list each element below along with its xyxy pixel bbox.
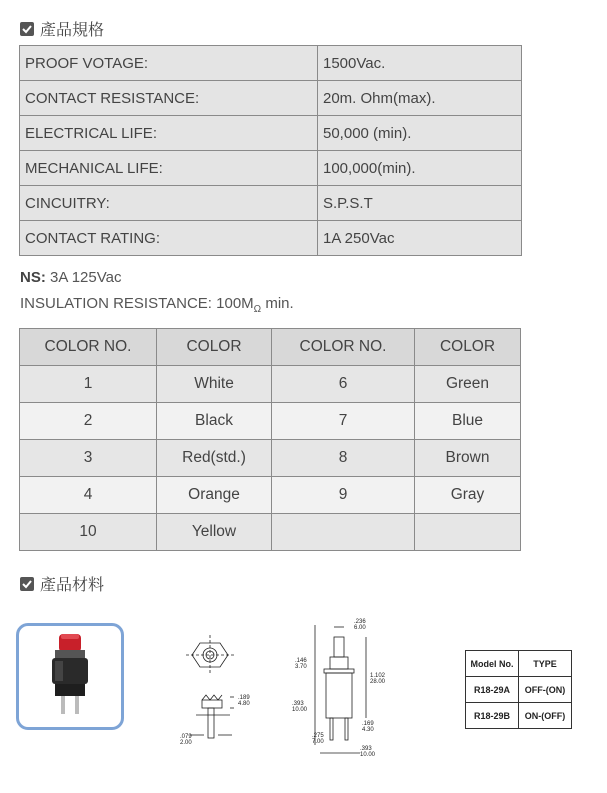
dim-label: 2.00 — [180, 740, 192, 746]
column-header: Model No. — [466, 651, 519, 677]
spec-value: 1500Vac. — [318, 46, 522, 81]
color-cell: White — [157, 366, 272, 403]
table-header-row — [466, 651, 572, 677]
dim-label: 6.00 — [354, 625, 366, 631]
push-button-switch-icon — [19, 626, 121, 727]
insulation-note — [20, 295, 294, 315]
color-no-cell — [272, 514, 415, 551]
dim-label: 4.30 — [362, 727, 374, 733]
dim-label: .189 — [238, 695, 250, 701]
dim-label: 1.102 — [370, 673, 386, 679]
table-row — [20, 477, 521, 514]
dim-label: .393 — [360, 746, 372, 752]
color-cell: Black — [157, 403, 272, 440]
hex-nut-top-view — [186, 635, 234, 675]
column-header: COLOR NO. — [272, 329, 415, 366]
color-cell: Brown — [415, 440, 521, 477]
table-row — [20, 81, 522, 116]
type-cell: OFF-(ON) — [519, 677, 572, 703]
dim-label: 10.00 — [292, 707, 308, 713]
color-no-cell: 9 — [272, 477, 415, 514]
spec-label: CONTACT RESISTANCE: — [20, 81, 318, 116]
color-cell: Gray — [415, 477, 521, 514]
color-no-cell: 10 — [20, 514, 157, 551]
spec-label: MECHANICAL LIFE: — [20, 151, 318, 186]
color-cell: Green — [415, 366, 521, 403]
spec-label: ELECTRICAL LIFE: — [20, 116, 318, 151]
spec-value: S.P.S.T — [318, 186, 522, 221]
spec-value: 1A 250Vac — [318, 221, 522, 256]
dim-label: 3.70 — [295, 664, 307, 670]
section-title: 產品材料 — [40, 577, 105, 594]
column-header: COLOR — [415, 329, 521, 366]
table-row — [20, 366, 521, 403]
dim-label: .146 — [295, 658, 307, 664]
column-header: COLOR NO. — [20, 329, 157, 366]
model-table — [465, 650, 572, 729]
ns-value: 3A 125Vac — [45, 269, 122, 286]
dim-label: 4.80 — [238, 701, 250, 707]
dim-label: 7.00 — [312, 739, 324, 745]
terminal-side-view — [190, 695, 234, 738]
color-no-cell: 8 — [272, 440, 415, 477]
table-row — [466, 677, 572, 703]
color-no-cell: 7 — [272, 403, 415, 440]
color-cell: Blue — [415, 403, 521, 440]
dim-label: 28.00 — [370, 679, 386, 685]
model-cell: R18-29A — [466, 677, 519, 703]
table-row — [20, 403, 521, 440]
section-header-materials — [20, 572, 104, 595]
color-cell — [415, 514, 521, 551]
dim-label: .169 — [362, 721, 374, 727]
insulation-prefix: INSULATION RESISTANCE: 100M — [20, 295, 254, 312]
column-header: COLOR — [157, 329, 272, 366]
table-row — [20, 151, 522, 186]
spec-label: CINCUITRY: — [20, 186, 318, 221]
dim-label: .393 — [292, 701, 304, 707]
color-no-cell: 6 — [272, 366, 415, 403]
insulation-suffix: min. — [261, 295, 294, 312]
type-cell: ON-(OFF) — [519, 703, 572, 729]
color-cell: Yellow — [157, 514, 272, 551]
color-no-cell: 3 — [20, 440, 157, 477]
color-no-cell: 4 — [20, 477, 157, 514]
spec-label: PROOF VOTAGE: — [20, 46, 318, 81]
dimension-drawing — [170, 605, 400, 765]
spec-value: 20m. Ohm(max). — [318, 81, 522, 116]
section-header-specs — [20, 17, 104, 40]
dim-label: .275 — [312, 733, 324, 739]
section-title: 產品規格 — [40, 22, 105, 39]
color-no-cell: 2 — [20, 403, 157, 440]
table-header-row — [20, 329, 521, 366]
color-cell: Red(std.) — [157, 440, 272, 477]
column-header: TYPE — [519, 651, 572, 677]
product-photo — [16, 623, 124, 730]
spec-label: CONTACT RATING: — [20, 221, 318, 256]
table-row — [20, 116, 522, 151]
ns-note — [20, 269, 121, 286]
checkbox-checked-icon — [20, 577, 34, 591]
ohm-unit: Ω — [253, 304, 262, 315]
spec-value: 100,000(min). — [318, 151, 522, 186]
color-no-cell: 1 — [20, 366, 157, 403]
table-row — [466, 703, 572, 729]
ns-label: NS: — [20, 269, 46, 286]
table-row — [20, 46, 522, 81]
spec-table — [19, 45, 522, 256]
dim-label: .236 — [354, 619, 366, 625]
spec-value: 50,000 (min). — [318, 116, 522, 151]
table-row — [20, 514, 521, 551]
table-row — [20, 440, 521, 477]
dim-label: .079 — [180, 734, 192, 740]
table-row — [20, 221, 522, 256]
model-cell: R18-29B — [466, 703, 519, 729]
checkbox-checked-icon — [20, 22, 34, 36]
color-cell: Orange — [157, 477, 272, 514]
color-table — [19, 328, 521, 551]
table-row — [20, 186, 522, 221]
dim-label: 10.00 — [360, 752, 376, 758]
